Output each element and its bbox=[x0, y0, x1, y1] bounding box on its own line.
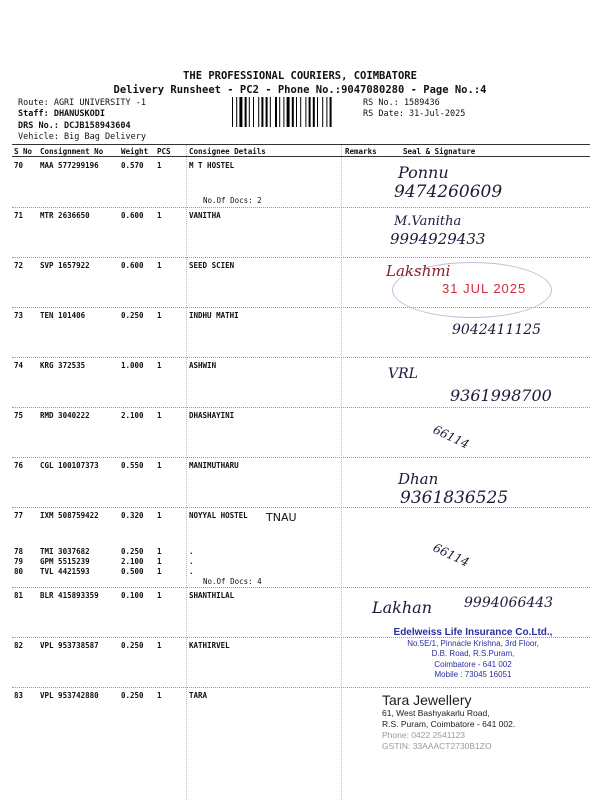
row-weight: 0.250 bbox=[121, 311, 144, 320]
row-weight: 0.250 bbox=[121, 547, 144, 556]
rs-number: RS No.: 1589436 bbox=[363, 98, 440, 108]
row-consignment: SVP 1657922 bbox=[40, 261, 90, 270]
row-separator bbox=[12, 257, 590, 258]
row-consignment: CGL 100107373 bbox=[40, 461, 99, 470]
col-seal-signature: Seal & Signature bbox=[403, 147, 476, 156]
row-separator bbox=[12, 207, 590, 208]
no-of-docs: No.Of Docs: 2 bbox=[203, 196, 262, 205]
row-weight: 0.320 bbox=[121, 511, 144, 520]
row-weight: 0.600 bbox=[121, 211, 144, 220]
stamp-address: No.5E/1, Pinnacle Krishna, 3rd Floor, bbox=[407, 638, 539, 648]
row-sno: 72 bbox=[14, 261, 24, 270]
row-separator bbox=[12, 687, 590, 688]
handwritten-phone: 9994929433 bbox=[390, 230, 486, 248]
row-separator bbox=[12, 587, 590, 588]
company-title: THE PROFESSIONAL COURIERS, COIMBATORE bbox=[183, 70, 417, 82]
row-consignment: MTR 2636650 bbox=[40, 211, 90, 220]
row-consignment: VPL 953738587 bbox=[40, 641, 99, 650]
stamp-company-name: Edelweiss Life Insurance Co.Ltd., bbox=[393, 627, 553, 638]
row-consignment: IXM 508759422 bbox=[40, 511, 99, 520]
col-consignee: Consignee Details bbox=[189, 147, 266, 156]
signature: 66114 bbox=[430, 422, 472, 452]
stamp-address: R.S. Puram, Coimbatore - 641 002. bbox=[382, 719, 516, 729]
signature: 66114 bbox=[430, 540, 472, 570]
row-consignee: KATHIRVEL bbox=[189, 641, 230, 650]
row-consignment: TEN 101406 bbox=[40, 311, 86, 320]
no-of-docs: No.Of Docs: 4 bbox=[203, 577, 262, 586]
stamp-phone: Phone: 0422 2541123 bbox=[382, 730, 466, 740]
row-sno: 76 bbox=[14, 461, 24, 470]
row-consignee: VANITHA bbox=[189, 211, 221, 220]
company-stamp bbox=[368, 628, 578, 681]
row-consignee: TARA bbox=[189, 691, 208, 700]
row-pcs: 1 bbox=[157, 411, 162, 420]
signature: VRL bbox=[388, 366, 418, 382]
header-bottom-rule bbox=[12, 156, 590, 157]
col-sno: S No bbox=[14, 147, 33, 156]
col-pcs: PCS bbox=[157, 147, 171, 156]
row-sno: 77 bbox=[14, 511, 24, 520]
row-weight: 2.100 bbox=[121, 411, 144, 420]
stamp-company-name: Tara Jewellery bbox=[382, 692, 472, 708]
handwritten-phone: 9474260609 bbox=[394, 182, 503, 202]
signature: Ponnu bbox=[398, 163, 449, 182]
row-pcs: 1 bbox=[157, 641, 162, 650]
row-consignee: SEED SCIEN bbox=[189, 261, 235, 270]
row-consignment: BLR 415893359 bbox=[40, 591, 99, 600]
date-stamp: 31 JUL 2025 bbox=[442, 281, 527, 296]
row-pcs: 1 bbox=[157, 567, 162, 576]
column-divider bbox=[186, 145, 187, 800]
row-weight: 0.250 bbox=[121, 641, 144, 650]
row-pcs: 1 bbox=[157, 361, 162, 370]
stamp-address: Coimbatore - 641 002 bbox=[434, 659, 512, 669]
signature: Lakhan bbox=[372, 598, 433, 617]
signature: Dhan bbox=[398, 470, 439, 488]
row-weight: 0.250 bbox=[121, 691, 144, 700]
row-consignee: NOYYAL HOSTEL bbox=[189, 511, 248, 520]
runsheet-subtitle: Delivery Runsheet - PC2 - Phone No.:9047080280 - Page No.:4 bbox=[113, 84, 487, 96]
header-top-rule bbox=[12, 144, 590, 145]
row-separator bbox=[12, 457, 590, 458]
row-pcs: 1 bbox=[157, 261, 162, 270]
row-consignee: SHANTHILAL bbox=[189, 591, 235, 600]
row-sno: 74 bbox=[14, 361, 24, 370]
row-sno: 79 bbox=[14, 557, 24, 566]
row-consignee: . bbox=[189, 557, 194, 566]
col-remarks: Remarks bbox=[345, 147, 377, 156]
row-weight: 0.100 bbox=[121, 591, 144, 600]
row-weight: 0.500 bbox=[121, 567, 144, 576]
staff-info: Staff: DHANUSKODI bbox=[18, 109, 105, 119]
handwritten-phone: 9042411125 bbox=[452, 322, 542, 338]
row-sno: 71 bbox=[14, 211, 24, 220]
row-consignment: GPM 5515239 bbox=[40, 557, 90, 566]
row-weight: 2.100 bbox=[121, 557, 144, 566]
barcode bbox=[232, 97, 357, 127]
row-sno: 73 bbox=[14, 311, 24, 320]
row-sno: 83 bbox=[14, 691, 24, 700]
row-weight: 1.000 bbox=[121, 361, 144, 370]
row-pcs: 1 bbox=[157, 511, 162, 520]
drs-number: DRS No.: DCJB158943604 bbox=[18, 121, 131, 131]
route-info: Route: AGRI UNIVERSITY -1 bbox=[18, 98, 146, 108]
row-separator bbox=[12, 357, 590, 358]
stamp-address: D.B. Road, R.S.Puram, bbox=[431, 649, 515, 658]
row-weight: 0.570 bbox=[121, 161, 144, 170]
row-separator bbox=[12, 407, 590, 408]
row-pcs: 1 bbox=[157, 557, 162, 566]
row-sno: 80 bbox=[14, 567, 24, 576]
row-pcs: 1 bbox=[157, 547, 162, 556]
row-consignment: TMI 3037682 bbox=[40, 547, 90, 556]
row-pcs: 1 bbox=[157, 161, 162, 170]
vehicle-info: Vehicle: Big Bag Delivery bbox=[18, 132, 146, 142]
handwritten-phone: 9361998700 bbox=[450, 386, 552, 405]
col-consignment: Consignment No bbox=[40, 147, 104, 156]
row-consignee: . bbox=[189, 547, 194, 556]
handwritten-phone: 9361836525 bbox=[400, 488, 509, 508]
row-consignment: TVL 4421593 bbox=[40, 567, 90, 576]
col-weight: Weight bbox=[121, 147, 149, 156]
row-pcs: 1 bbox=[157, 211, 162, 220]
row-sno: 81 bbox=[14, 591, 24, 600]
handwritten-phone: 9994066443 bbox=[464, 595, 554, 611]
row-consignee: MANIMUTHARU bbox=[189, 461, 239, 470]
row-consignment: MAA 577299196 bbox=[40, 161, 99, 170]
row-pcs: 1 bbox=[157, 591, 162, 600]
row-consignee: M T HOSTEL bbox=[189, 161, 235, 170]
row-consignment: KRG 372535 bbox=[40, 361, 86, 370]
row-sno: 75 bbox=[14, 411, 24, 420]
row-weight: 0.600 bbox=[121, 261, 144, 270]
rs-date: RS Date: 31-Jul-2025 bbox=[363, 109, 466, 119]
row-pcs: 1 bbox=[157, 461, 162, 470]
row-consignment: VPL 953742880 bbox=[40, 691, 99, 700]
row-pcs: 1 bbox=[157, 691, 162, 700]
handwritten-note: TNAU bbox=[266, 511, 297, 524]
row-consignee: INDHU MATHI bbox=[189, 311, 239, 320]
row-sno: 78 bbox=[14, 547, 24, 556]
column-divider bbox=[341, 145, 342, 800]
stamp-phone: Mobile : 73045 16051 bbox=[434, 670, 512, 679]
row-weight: 0.550 bbox=[121, 461, 144, 470]
stamp-address: 61, West Bashyakarlu Road, bbox=[382, 708, 490, 718]
row-consignee: ASHWIN bbox=[189, 361, 217, 370]
row-consignee: DHASHAYINI bbox=[189, 411, 235, 420]
row-sno: 70 bbox=[14, 161, 24, 170]
row-consignment: RMD 3040222 bbox=[40, 411, 90, 420]
row-pcs: 1 bbox=[157, 311, 162, 320]
company-stamp bbox=[382, 692, 572, 752]
row-consignee: . bbox=[189, 567, 194, 576]
signature: Lakshmi bbox=[386, 262, 451, 280]
stamp-gstin: GSTIN: 33AAACT2730B1ZO bbox=[382, 741, 492, 751]
row-sno: 82 bbox=[14, 641, 24, 650]
signature: M.Vanitha bbox=[394, 214, 462, 229]
